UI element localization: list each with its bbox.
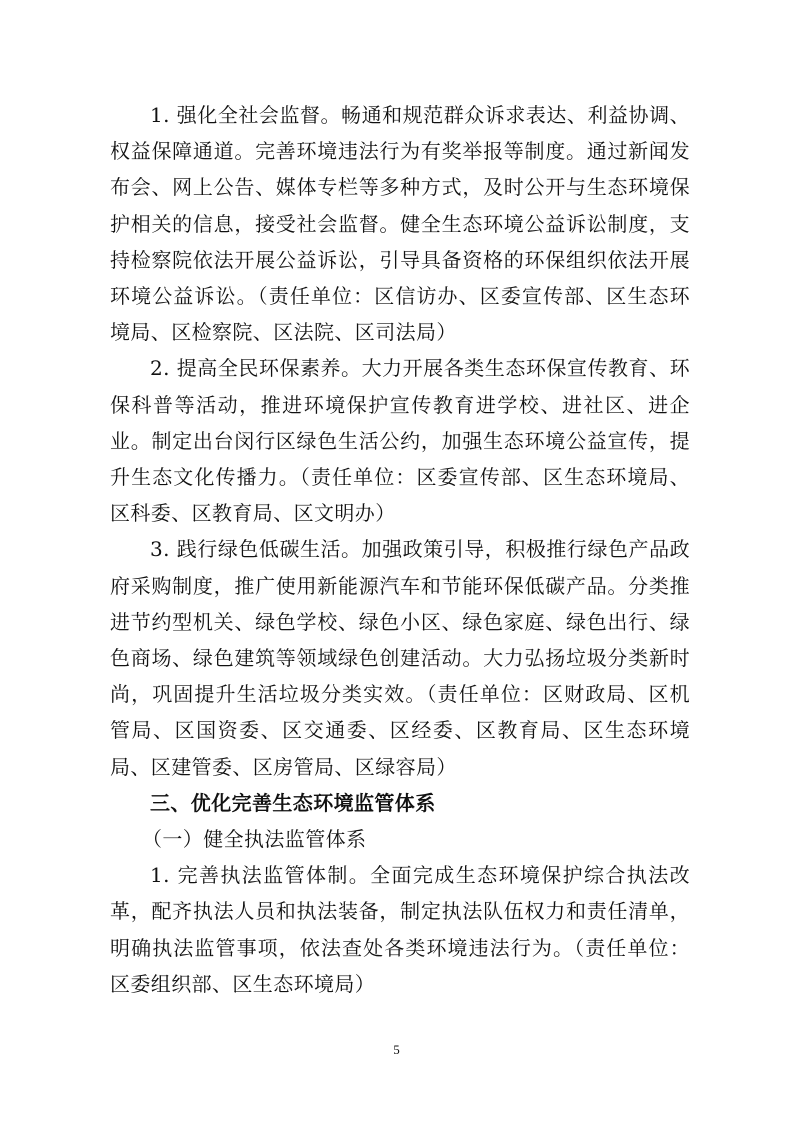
subsection-heading: （一）健全执法监管体系 <box>142 827 367 852</box>
paragraph-green-low-carbon-life: 3. 践行绿色低碳生活。加强政策引导，积极推行绿色产品政府采购制度，推广使用新能源汽车和节能环保低碳产品。分类推进节约型机关、绿色学校、绿色小区、绿色家庭、绿色出行、绿色商场、绿色建筑等领域绿色创建活动。大力弘扬垃圾分类新时尚，巩固提升生活垃圾分类实效。（责任单位：区财政局、区机管局、区国资委、区交通委、区经委、区教育局、区生态环境局、区建管委、区房管局、区绿容局） <box>110 537 690 779</box>
document-body <box>110 97 690 1002</box>
page-number: 5 <box>393 1042 400 1057</box>
paragraph-enforcement-system: 1. 完善执法监管体制。全面完成生态环境保护综合执法改革，配齐执法人员和执法装备，制定执法队伍权力和责任清单，明确执法监管事项，依法查处各类环境违法行为。（责任单位：区委组织部、区生态环境局） <box>110 863 690 996</box>
section-heading: 三、优化完善生态环境监管体系 <box>150 790 436 815</box>
paragraph-social-supervision: 1. 强化全社会监督。畅通和规范群众诉求表达、利益协调、权益保障通道。完善环境违法行为有奖举报等制度。通过新闻发布会、网上公告、媒体专栏等多种方式，及时公开与生态环境保护相关的信息，接受社会监督。健全生态环境公益诉讼制度，支持检察院依法开展公益诉讼，引导具备资格的环保组织依法开展环境公益诉讼。（责任单位：区信访办、区委宣传部、区生态环境局、区检察院、区法院、区司法局） <box>110 103 690 345</box>
paragraph-environmental-literacy: 2. 提高全民环保素养。大力开展各类生态环保宣传教育、环保科普等活动，推进环境保护宣传教育进学校、进社区、进企业。制定出台闵行区绿色生活公约，加强生态环境公益宣传，提升生态文化传播力。（责任单位：区委宣传部、区生态环境局、区科委、区教育局、区文明办） <box>110 356 690 526</box>
